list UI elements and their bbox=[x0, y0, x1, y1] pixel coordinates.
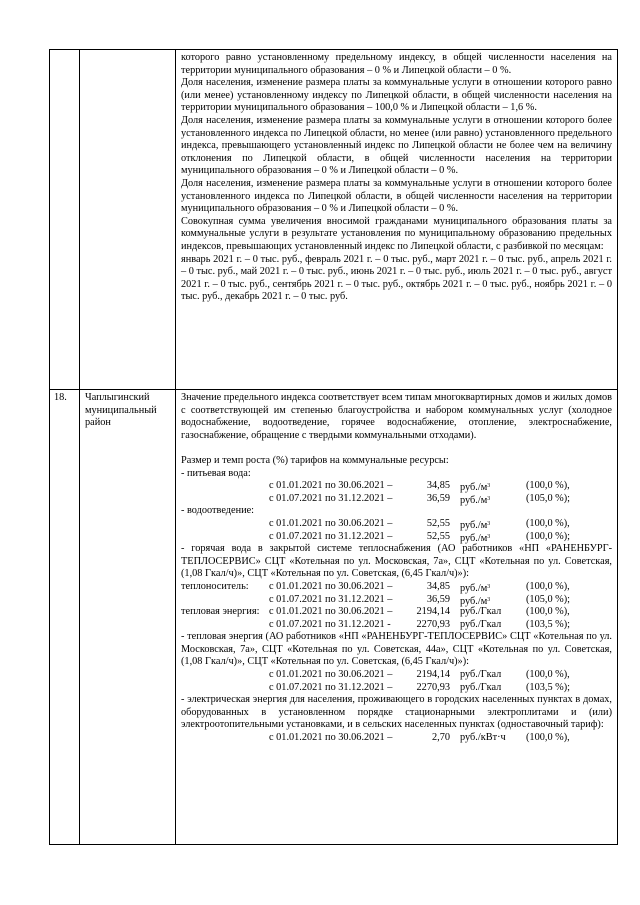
tariff-unit: руб./Гкал bbox=[460, 618, 502, 630]
intro-paragraph: Значение предельного индекса соответствует всем типам многоквартирных домов и жилых домов с соответствующей им степенью благоустройства и набором коммунальных услуг (холодное водоснабжение, водоотведение, горячее водоснабжение, отопление, электроснабжение, газоснабжение, обращение с твердыми коммунальными отходами). bbox=[181, 392, 612, 441]
paragraph: которого равно установленному предельному индексу, в общей численности населения на территории муниципального образования – 0 % и Липецкой области – 0 %. bbox=[181, 52, 612, 76]
tariff-value: 34,85 bbox=[426, 580, 450, 592]
tariff-line bbox=[181, 594, 612, 607]
tariff-percent: (100,0 %), bbox=[526, 517, 570, 529]
tariff-dates: с 01.01.2021 по 30.06.2021 – bbox=[269, 606, 393, 618]
tariff-label: теплоноситель: bbox=[181, 580, 249, 592]
tariff-percent: (105,0 %); bbox=[526, 593, 571, 605]
tariff-percent: (100,0 %), bbox=[526, 669, 570, 681]
tariff-unit: руб./Гкал bbox=[460, 606, 502, 618]
tariff-value: 2,70 bbox=[431, 732, 450, 744]
tariff-line bbox=[181, 606, 612, 619]
tariff-line bbox=[181, 531, 612, 544]
sewerage-heading: - водоотведение: bbox=[181, 505, 255, 517]
district-cell bbox=[80, 390, 176, 845]
table-row bbox=[50, 50, 618, 390]
tariff-dates: с 01.07.2021 по 31.12.2021 - bbox=[269, 618, 391, 630]
row-number-cell bbox=[50, 50, 80, 390]
tariff-dates: с 01.07.2021 по 31.12.2021 – bbox=[269, 593, 393, 605]
tariff-value: 36,59 bbox=[426, 593, 450, 605]
tariff-unit: $руб./м^3$ bbox=[460, 532, 491, 544]
tariff-unit: $руб./м^3$ bbox=[460, 482, 491, 494]
district-cell bbox=[80, 50, 176, 390]
tariff-percent: (105,0 %); bbox=[526, 492, 571, 504]
tariff-value: 36,59 bbox=[426, 492, 450, 504]
tariff-unit: руб./Гкал bbox=[460, 681, 502, 693]
tariff-unit: $руб./м^3$ bbox=[460, 519, 491, 531]
tariff-percent: (100,0 %); bbox=[526, 530, 571, 542]
paragraph: Доля населения, изменение размера платы за коммунальные услуги в отношении которого более установленного индекса по Липецкой области, в общей численности населения на территории муниципального образования – 0 % и Липецкой области – 0 %. bbox=[181, 177, 612, 215]
content-cell bbox=[176, 390, 618, 845]
tariff-value: 2270,93 bbox=[416, 681, 450, 693]
tariff-percent: (100,0 %), bbox=[526, 606, 570, 618]
tariff-dates: с 01.07.2021 по 31.12.2021 – bbox=[269, 530, 393, 542]
tariff-line bbox=[181, 682, 612, 695]
tariff-line bbox=[181, 581, 612, 594]
tariffs-title: Размер и темп роста (%) тарифов на коммунальные ресурсы: bbox=[181, 454, 449, 466]
tariff-unit: $руб./м^3$ bbox=[460, 494, 491, 506]
tariff-value: 52,55 bbox=[426, 530, 450, 542]
tariff-dates: с 01.01.2021 по 30.06.2021 – bbox=[269, 480, 393, 492]
tariff-percent: (103,5 %); bbox=[526, 681, 571, 693]
tariff-value: 34,85 bbox=[426, 480, 450, 492]
tariff-value: 2270,93 bbox=[416, 618, 450, 630]
tariff-label: тепловая энергия: bbox=[181, 606, 260, 618]
tariff-line bbox=[181, 493, 612, 506]
tariff-percent: (100,0 %), bbox=[526, 732, 570, 744]
tariff-line bbox=[181, 732, 612, 745]
row-number-cell bbox=[50, 390, 80, 845]
tariff-value: 2194,14 bbox=[416, 606, 450, 618]
monthly-breakdown: январь 2021 г. – 0 тыс. руб., февраль 2021 г. – 0 тыс. руб., март 2021 г. – 0 тыс. руб., апрель 2021 г. – 0 тыс. руб., май 2021 г. – 0 тыс. руб., июнь 2021 г. – 0 тыс. руб., июль 2021 г. – 0 тыс. руб., август 2021 г. – 0 тыс. руб., сентябрь 2021 г. – 0 тыс. руб., октябрь 2021 г. – 0 тыс. руб., ноябрь 2021 г. – 0 тыс. руб., декабрь 2021 г. – 0 тыс. руб. bbox=[181, 253, 612, 303]
tariff-dates: с 01.01.2021 по 30.06.2021 – bbox=[269, 517, 393, 529]
tariff-value: 2194,14 bbox=[416, 669, 450, 681]
drinking-water-heading: - питьевая вода: bbox=[181, 467, 251, 479]
electricity-heading: - электрическая энергия для населения, проживающего в городских населенных пунктах в домах, оборудованных в установленном порядке стационарными электроплитами и (или) электроотопительными установками, и в сельских населенных пунктах (одноставочный тариф): bbox=[181, 694, 612, 731]
tariff-unit: руб./кВт·ч bbox=[460, 732, 506, 744]
paragraph: Доля населения, изменение размера платы за коммунальные услуги в отношении которого равно (или менее) установленному индексу по Липецкой области, в общей численности населения на территории муниципального образования – 100,0 % и Липецкой области – 1,6 %. bbox=[181, 77, 612, 114]
tariff-value: 52,55 bbox=[426, 517, 450, 529]
tariff-line bbox=[181, 669, 612, 682]
tariff-percent: (103,5 %); bbox=[526, 618, 571, 630]
tariff-table bbox=[49, 49, 618, 845]
row-number: 18. bbox=[54, 392, 67, 403]
paragraph: Доля населения, изменение размера платы за коммунальные услуги в отношении которого более установленного индекса по Липецкой области, но менее (или равно) установленного предельного индекса, превышающего установленный индекс по Липецкой области не более чем на величину отклонения по Липецкой области, в общей численности населения на территории муниципального образования – 0 % и Липецкой области – 0 %. bbox=[181, 114, 612, 177]
tariff-percent: (100,0 %), bbox=[526, 580, 570, 592]
tariff-line bbox=[181, 619, 612, 632]
heat-heading: - тепловая энергия (АО работников «НП «РАНЕНБУРГ-ТЕПЛОСЕРВИС» СЦТ «Котельная по ул. Московская, 7а», СЦТ «Котельная по ул. Советская, 44а», СЦТ «Котельная по ул. Советская, (1,08 Гкал/ч)», СЦТ «Котельная по ул. Советская, (6,45 Гкал/ч)»): bbox=[181, 631, 612, 668]
tariff-percent: (100,0 %), bbox=[526, 480, 570, 492]
tariff-dates: с 01.01.2021 по 30.06.2021 – bbox=[269, 669, 393, 681]
tariff-dates: с 01.01.2021 по 30.06.2021 – bbox=[269, 732, 393, 744]
content-cell bbox=[176, 50, 618, 390]
table-row bbox=[50, 390, 618, 845]
tariff-dates: с 01.07.2021 по 31.12.2021 – bbox=[269, 492, 393, 504]
tariff-unit: $руб./м^3$ bbox=[460, 595, 491, 607]
tariff-unit: $руб./м^3$ bbox=[460, 582, 491, 594]
paragraph: Совокупная сумма увеличения вносимой гражданами муниципального образования платы за коммунальные услуги в результате установления по муниципальному образованию предельных индексов, превышающих установленный индекс по Липецкой области, с разбивкой по месяцам: bbox=[181, 215, 612, 252]
tariff-line bbox=[181, 480, 612, 493]
tariff-unit: руб./Гкал bbox=[460, 669, 502, 681]
hot-water-heading: - горячая вода в закрытой системе теплоснабжения (АО работников «НП «РАНЕНБУРГ-ТЕПЛОСЕРВИС» СЦТ «Котельная по ул. Московская, 7а», СЦТ «Котельная по ул. Советская, (1,08 Гкал/ч)», СЦТ «Котельная по ул. Советская, (6,45 Гкал/ч)»): bbox=[181, 543, 612, 580]
tariff-dates: с 01.01.2021 по 30.06.2021 – bbox=[269, 580, 393, 592]
tariff-line bbox=[181, 518, 612, 531]
tariff-dates: с 01.07.2021 по 31.12.2021 – bbox=[269, 681, 393, 693]
district-name: Чаплыгинский муниципальный район bbox=[85, 392, 157, 429]
